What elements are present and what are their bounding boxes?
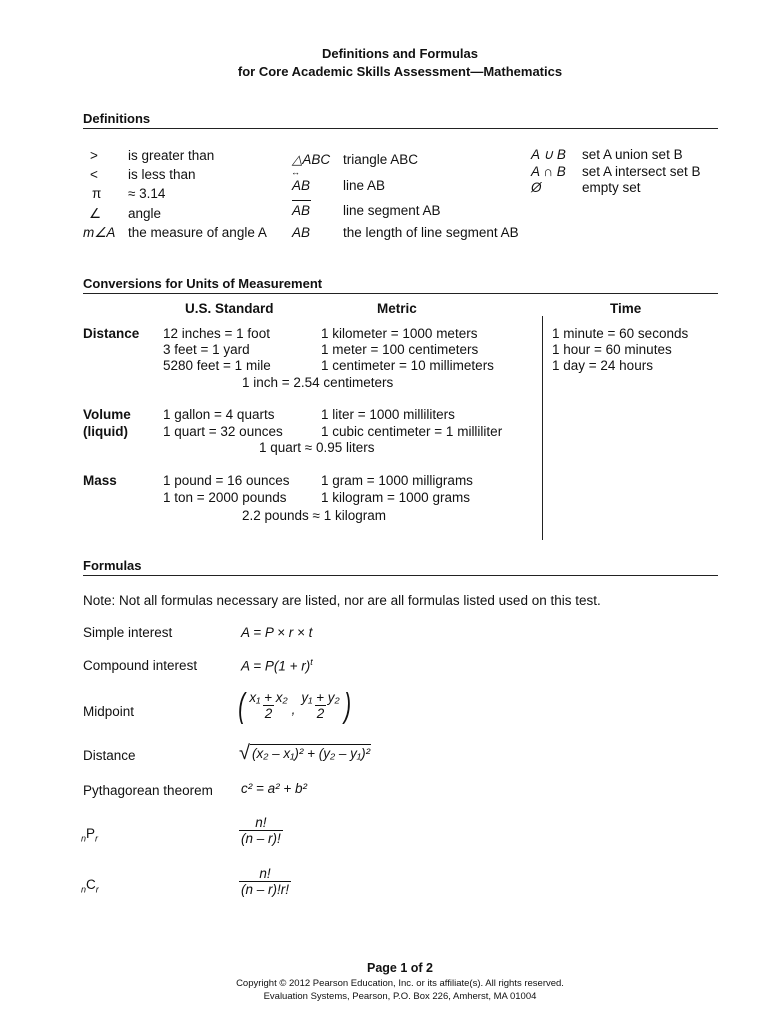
row-label-distance: Distance: [83, 326, 140, 341]
metric-conversion: 1 meter = 100 centimeters: [321, 342, 479, 357]
time-conversion: 1 hour = 60 minutes: [552, 342, 672, 357]
formula-label-midpoint: Midpoint: [83, 704, 135, 719]
metric-conversion: 1 cubic centimeter = 1 milliliter: [321, 424, 503, 439]
definitions-rule: [83, 128, 718, 129]
fraction-denominator: (n – r)!: [241, 831, 281, 846]
us-conversion: 1 quart = 32 ounces: [163, 424, 283, 439]
def-symbol: △ABC: [292, 152, 331, 167]
fraction-numerator: n!: [259, 866, 271, 881]
def-symbol: m∠A: [83, 225, 116, 240]
page-title-line-1: Definitions and Formulas: [321, 46, 478, 61]
comma-separator: ,: [291, 702, 296, 717]
us-conversion: 12 inches = 1 foot: [163, 326, 270, 341]
fraction-numerator: x₁ + x₂: [249, 690, 288, 705]
time-column-divider: [542, 316, 543, 540]
us-conversion: 5280 feet = 1 mile: [163, 358, 271, 373]
row-label-mass: Mass: [83, 473, 117, 488]
def-symbol: ∠: [89, 206, 102, 221]
def-meaning: the length of line segment AB: [343, 225, 519, 240]
fraction-denominator: 2: [264, 706, 273, 721]
double-arrow-icon: ↔: [291, 167, 300, 177]
fraction-numerator: n!: [255, 815, 267, 830]
def-meaning: line segment AB: [343, 203, 441, 218]
address-line: Evaluation Systems, Pearson, P.O. Box 226, Amherst, MA 01004: [263, 991, 537, 1002]
def-symbol: AB: [292, 178, 311, 193]
left-paren-icon: (: [238, 686, 246, 725]
def-symbol: AB: [292, 203, 311, 218]
label-subscript-n: n: [81, 833, 87, 844]
us-conversion: 1 pound = 16 ounces: [163, 473, 290, 488]
label-subscript-r: r: [95, 833, 99, 844]
def-meaning: line AB: [343, 178, 386, 193]
def-symbol: A ∪ B: [531, 147, 566, 162]
def-symbol: Ø: [531, 180, 542, 195]
formulas-note: Note: Not all formulas necessary are listed, nor are all formulas listed used on this test.: [83, 593, 601, 608]
formulas-heading: Formulas: [83, 558, 142, 573]
fraction-denominator: 2: [316, 706, 325, 721]
bridge-conversion: 1 inch = 2.54 centimeters: [242, 375, 394, 390]
formula-label-pythagorean: Pythagorean theorem: [83, 783, 213, 798]
radicand: (x₂ – x₁)² + (y₂ – y₁)²: [251, 746, 371, 761]
metric-conversion: 1 centimeter = 10 millimeters: [321, 358, 494, 373]
permutation-fraction: [239, 815, 283, 846]
compound-base: A = P(1 + r): [241, 658, 311, 674]
metric-conversion: 1 kilometer = 1000 meters: [321, 326, 478, 341]
def-symbol: π: [92, 186, 102, 201]
def-symbol: AB: [292, 225, 311, 240]
formulas-rule: [83, 575, 718, 576]
us-conversion: 1 ton = 2000 pounds: [163, 490, 287, 505]
def-meaning: set A intersect set B: [582, 164, 701, 179]
row-label-volume-qualifier: (liquid): [83, 424, 128, 439]
def-meaning: ≈ 3.14: [128, 186, 166, 201]
def-meaning: triangle ABC: [343, 152, 419, 167]
def-meaning: set A union set B: [582, 147, 683, 162]
def-symbol: <: [90, 167, 98, 182]
formula-label-compound-interest: Compound interest: [83, 658, 198, 673]
formula-distance: [239, 744, 371, 762]
def-meaning: empty set: [582, 180, 641, 195]
col-header-us: U.S. Standard: [185, 301, 274, 316]
col-header-metric: Metric: [377, 301, 417, 316]
formula-label-distance: Distance: [83, 748, 136, 763]
conversions-rule: [83, 293, 718, 294]
label-subscript-n: n: [81, 884, 87, 895]
def-symbol: A ∩ B: [531, 164, 566, 179]
midpoint-x-fraction: [247, 690, 289, 721]
time-conversion: 1 day = 24 hours: [552, 358, 653, 373]
formula-compound-interest: [241, 657, 313, 674]
radical-icon: √: [239, 742, 250, 764]
fraction-numerator: y₁ + y₂: [301, 690, 340, 705]
compound-exponent: t: [310, 657, 313, 667]
formula-label-permutation: [81, 826, 98, 844]
combination-fraction: [239, 866, 291, 897]
us-conversion: 3 feet = 1 yard: [163, 342, 250, 357]
label-main: P: [86, 826, 96, 841]
copyright-line: Copyright © 2012 Pearson Education, Inc. or its affiliate(s). All rights reserved.: [236, 978, 564, 989]
right-paren-icon: ): [343, 686, 351, 725]
formula-label-simple-interest: Simple interest: [83, 625, 173, 640]
bridge-conversion: 1 quart ≈ 0.95 liters: [259, 440, 375, 455]
def-meaning: the measure of angle A: [128, 225, 267, 240]
col-header-time: Time: [610, 301, 642, 316]
formula-label-combination: [81, 877, 99, 895]
def-meaning: is less than: [128, 167, 196, 182]
def-meaning: angle: [128, 206, 162, 221]
formula-simple-interest: A = P × r × t: [241, 625, 313, 640]
definitions-heading: Definitions: [83, 111, 151, 126]
label-main: C: [86, 877, 96, 892]
formula-midpoint: [236, 686, 353, 725]
us-conversion: 1 gallon = 4 quarts: [163, 407, 275, 422]
formula-permutation: [239, 815, 283, 846]
conversions-heading: Conversions for Units of Measurement: [83, 276, 323, 291]
label-subscript-r: r: [95, 884, 99, 895]
bridge-conversion: 2.2 pounds ≈ 1 kilogram: [242, 508, 386, 523]
def-symbol: >: [90, 148, 98, 163]
time-conversion: 1 minute = 60 seconds: [552, 326, 689, 341]
row-label-volume: Volume: [83, 407, 131, 422]
formula-combination: [239, 866, 291, 897]
fraction-denominator: (n – r)!r!: [241, 882, 290, 897]
metric-conversion: 1 kilogram = 1000 grams: [321, 490, 470, 505]
def-meaning: is greater than: [128, 148, 215, 163]
overline-icon: [292, 200, 311, 201]
square-root: [239, 744, 371, 762]
page-number: Page 1 of 2: [367, 961, 433, 975]
formula-pythagorean: c² = a² + b²: [241, 781, 308, 796]
metric-conversion: 1 gram = 1000 milligrams: [321, 473, 473, 488]
metric-conversion: 1 liter = 1000 milliliters: [321, 407, 455, 422]
page-title-line-2: for Core Academic Skills Assessment—Mathematics: [237, 64, 563, 79]
midpoint-y-fraction: [299, 690, 341, 721]
